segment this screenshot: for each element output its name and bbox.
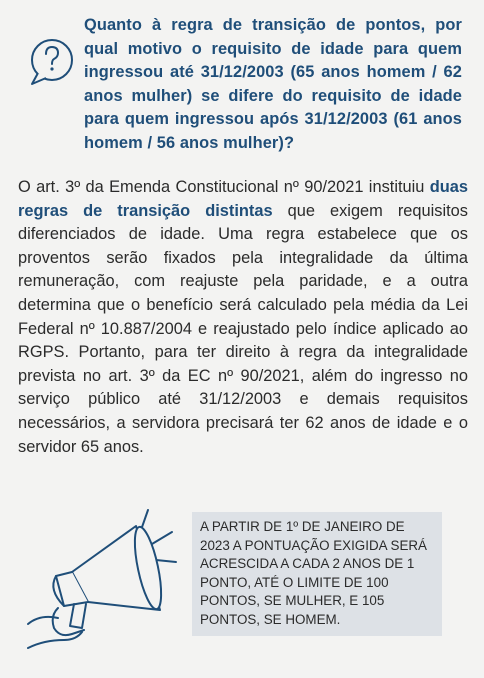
answer-rest: que exigem requisitos diferenciados de idade. Uma regra estabelece que os proventos serão fixados pela integralidade da última remuneração, com reajuste pela paridade, e a outra determina que o benefício será calculado pela média da Lei Federal nº 10.887/2004 e reajustado pelo índice aplicado ao RGPS. Portanto, para ter direito à regra da integralidade prevista no art. 3º da EC nº 90/2021, além do ingresso no serviço público até 31/12/2003 e demais requisitos necessários, a servidora precisará ter 62 anos de idade e o servidor 65 anos. [18, 201, 468, 456]
answer-paragraph [18, 176, 468, 459]
question-bubble-icon [24, 34, 80, 90]
question-text: Quanto à regra de transição de pontos, por qual motivo o requisito de idade para quem ingressou até 31/12/2003 (65 anos homem / 62 anos mulher) se difere do requisito de idade para quem ingressou após 31/12/2003 (61 anos homem / 56 anos mulher)? [84, 16, 462, 152]
note-box: A PARTIR DE 1º DE JANEIRO DE 2023 A PONTUAÇÃO EXIGIDA SERÁ ACRESCIDA A CADA 2 ANOS DE 1 PONTO, ATÉ O LIMITE DE 100 PONTOS, SE MULHER, E 105 PONTOS, SE HOMEM. [192, 512, 442, 636]
question-block [14, 14, 474, 174]
megaphone-icon [20, 506, 180, 656]
answer-intro: O art. 3º da Emenda Constitucional nº 90/2021 instituiu [18, 178, 430, 196]
answer-highlight: duas regras de transição distintas [18, 178, 468, 220]
